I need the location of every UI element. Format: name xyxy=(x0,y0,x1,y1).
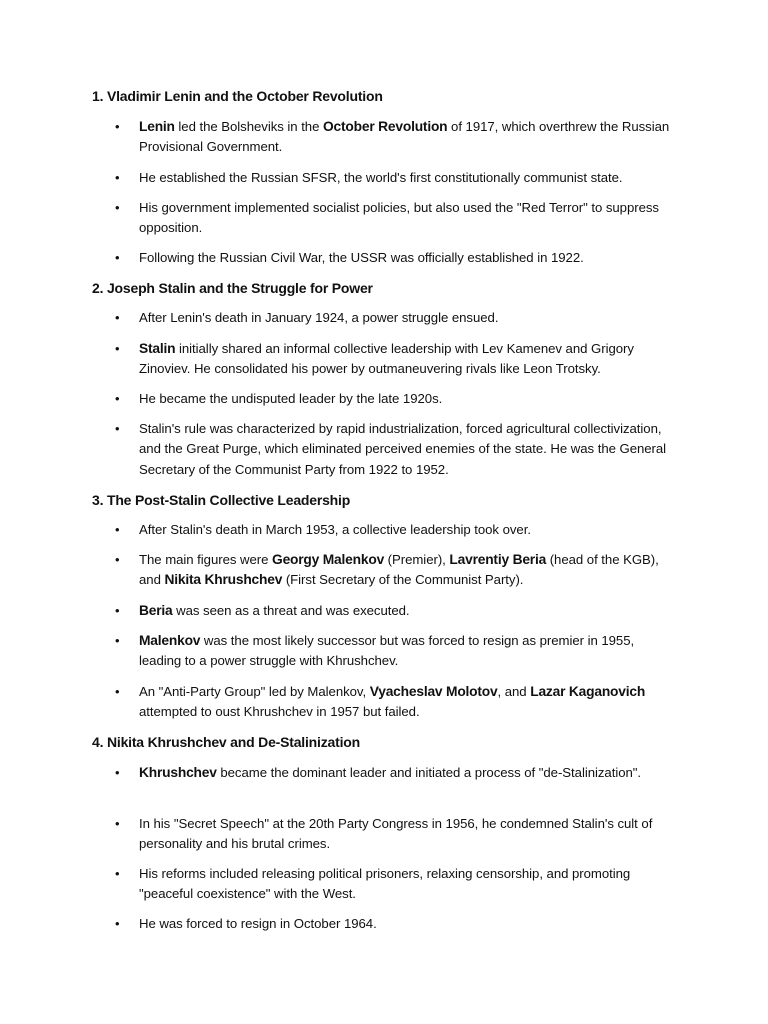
bold-term: Khrushchev xyxy=(139,765,217,780)
bullet-item xyxy=(139,389,679,409)
bullet-text: He was forced to resign in October 1964. xyxy=(139,916,377,931)
bullet-text: His government implemented socialist policies, but also used the "Red Terror" to suppress opposition. xyxy=(139,200,659,236)
bullet-text: became the dominant leader and initiated a process of "de-Stalinization". xyxy=(216,765,642,780)
bullet-text: Following the Russian Civil War, the USSR was officially established in 1922. xyxy=(139,250,584,265)
bullet-item xyxy=(139,117,679,158)
bullet-item xyxy=(139,550,679,591)
bullet-text: After Lenin's death in January 1924, a power struggle ensued. xyxy=(139,310,499,325)
bold-term: Lazar Kaganovich xyxy=(530,684,646,699)
bullet-text: He established the Russian SFSR, the world's first constitutionally communist state. xyxy=(139,170,623,185)
section-heading-khrushchev: 4. Nikita Khrushchev and De-Stalinization xyxy=(92,734,360,750)
section-heading-post-stalin: 3. The Post-Stalin Collective Leadership xyxy=(92,492,351,508)
bullet-text: His reforms included releasing political prisoners, relaxing censorship, and promoting "peaceful coexistence" with the West. xyxy=(139,866,631,902)
bullet-text: Stalin's rule was characterized by rapid industrialization, forced agricultural collectivization, and the Great Purge, which eliminated perceived enemies of the state. He was the General Secretary of the Communist Party from 1922 to 1952. xyxy=(139,421,667,477)
bullet-item xyxy=(139,520,679,540)
bold-term: Nikita Khrushchev xyxy=(164,572,283,588)
bullet-item xyxy=(139,308,679,328)
bullet-text: (Premier), xyxy=(384,552,450,567)
bullet-text: (First Secretary of the Communist Party). xyxy=(282,572,524,588)
bold-term: Beria xyxy=(139,603,173,618)
bold-term: Lenin xyxy=(139,119,175,134)
bullet-item xyxy=(139,198,679,239)
bullet-text: initially shared an informal collective leadership with Lev Kamenev and Grigory Zinoviev. He consolidated his power by outmaneuvering rivals like Leon Trotsky. xyxy=(139,341,634,377)
bullet-text: The main figures were xyxy=(139,552,273,567)
bold-term: Vyacheslav Molotov xyxy=(369,684,498,699)
bold-term: Georgy Malenkov xyxy=(272,552,385,567)
bullet-item xyxy=(139,864,679,905)
bullet-text: He became the undisputed leader by the late 1920s. xyxy=(139,391,443,406)
bullet-text: led the Bolsheviks in the xyxy=(174,119,323,134)
bullet-item xyxy=(139,248,679,268)
bullet-text: was seen as a threat and was executed. xyxy=(172,603,410,618)
bullet-item xyxy=(139,763,679,783)
bullet-item xyxy=(139,419,679,480)
bullet-text: After Stalin's death in March 1953, a collective leadership took over. xyxy=(139,522,531,537)
bullet-item xyxy=(139,339,679,380)
bold-term: October Revolution xyxy=(323,119,448,134)
bold-term: Stalin xyxy=(139,341,176,356)
bullet-item xyxy=(139,601,679,621)
bold-term: Malenkov xyxy=(139,633,201,648)
bullet-item xyxy=(139,168,679,188)
bullet-text: , and xyxy=(497,684,531,699)
bullet-text: of 1917, which overthrew the Russian Provisional Government. xyxy=(139,119,670,155)
bullet-item xyxy=(139,631,679,672)
bullet-text: attempted to oust Khrushchev in 1957 but failed. xyxy=(139,704,420,720)
bullet-item xyxy=(139,814,679,855)
bullet-text: In his "Secret Speech" at the 20th Party Congress in 1956, he condemned Stalin's cult of personality and his brutal crimes. xyxy=(139,816,653,852)
bullet-text: An "Anti-Party Group" led by Malenkov, xyxy=(139,684,370,699)
bullet-text: (head of the KGB), and xyxy=(139,552,659,588)
section-heading-lenin: 1. Vladimir Lenin and the October Revolution xyxy=(92,88,383,104)
section-heading-stalin: 2. Joseph Stalin and the Struggle for Power xyxy=(92,280,373,296)
bullet-item xyxy=(139,682,679,723)
bold-term: Lavrentiy Beria xyxy=(449,552,547,567)
bullet-item xyxy=(139,914,679,934)
bullet-text: was the most likely successor but was forced to resign as premier in 1955, leading to a power struggle with Khrushchev. xyxy=(139,633,635,669)
